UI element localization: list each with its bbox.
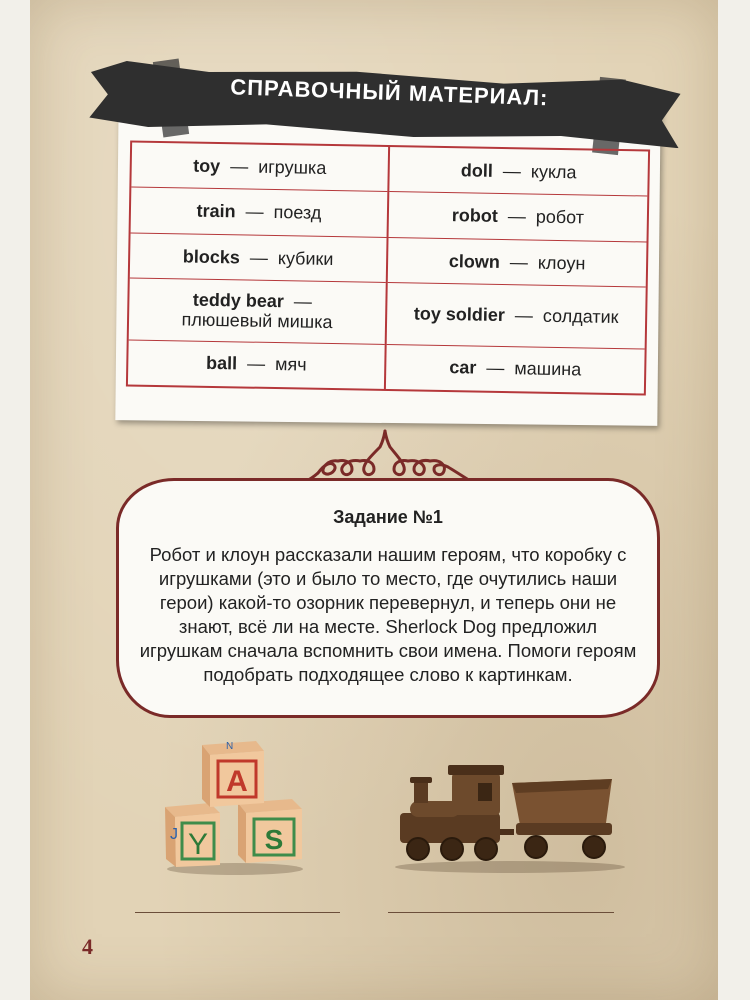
russian-word: поезд [273,202,322,224]
dash: — [246,353,266,375]
dash: — [486,358,505,379]
vocabulary-column-left [128,143,390,389]
russian-word: кукла [530,161,577,183]
dash: — [514,305,534,326]
task-box [116,478,660,718]
dash: — [502,160,522,182]
russian-word: клоун [537,252,586,274]
english-word: robot [451,205,498,227]
english-word: car [449,357,477,378]
english-word: blocks [182,246,241,268]
task-text: Робот и клоун рассказали нашим героям, что коробку с игрушками (это и было то место, где очутились наши герои) какой-то озорник перевернул, и теперь они не знают, всё ли на месте. Sherlock Dog предложил игрушкам сначала вспомнить свои имена. Помоги героям подобрать подходящее слово к картинкам. [139,544,637,685]
reference-title: СПРАВОЧНЫЙ МАТЕРИАЛ: [229,74,549,111]
vocabulary-item [131,143,388,193]
wagon [512,779,612,835]
locomotive [400,765,514,843]
english-word: toy [193,155,221,176]
page-number: 4 [82,934,93,959]
vocabulary-item [128,340,385,389]
dash: — [509,251,529,273]
dash: — [507,206,526,227]
vocabulary-column-right [386,147,648,393]
dash: — [293,291,313,312]
vocabulary-item [131,188,388,238]
russian-word: мяч [274,354,307,375]
vocabulary-item [386,345,645,394]
dash: — [230,156,249,177]
english-word: toy soldier [413,303,506,326]
russian-word: игрушка [257,156,327,178]
answer-line-train[interactable] [388,912,614,913]
russian-word: кубики [277,247,334,269]
vocabulary-item [389,192,648,242]
vocabulary-item [130,233,387,283]
vocabulary-item [388,238,647,288]
block-letter-n: N [226,741,234,752]
alphabet-blocks-picture [160,735,310,875]
vocabulary-item [129,279,386,345]
block-letter-j: J [170,826,178,843]
russian-word: машина [514,358,582,380]
dash: — [249,247,269,268]
answer-line-blocks[interactable] [135,912,340,913]
block-bottom-right [238,799,302,863]
block-letter-a: A [226,765,248,798]
english-word: train [196,201,236,222]
english-word: doll [460,160,494,181]
vocabulary-item [389,147,648,197]
vocabulary-item [387,283,646,349]
dash: — [245,201,264,223]
russian-word: робот [535,206,585,228]
block-top [202,741,264,807]
russian-word: солдатик [542,305,619,328]
block-letter-s: S [264,824,284,855]
english-word: teddy bear [192,289,285,311]
vocabulary-table [126,140,650,395]
task-title: Задание №1 [333,507,443,527]
english-word: ball [205,353,238,374]
block-letter-y: Y [187,828,209,861]
block-bottom-left [165,803,220,867]
english-word: clown [448,250,501,272]
russian-word: плюшевый мишка [181,309,333,333]
toy-train-picture [390,755,630,875]
